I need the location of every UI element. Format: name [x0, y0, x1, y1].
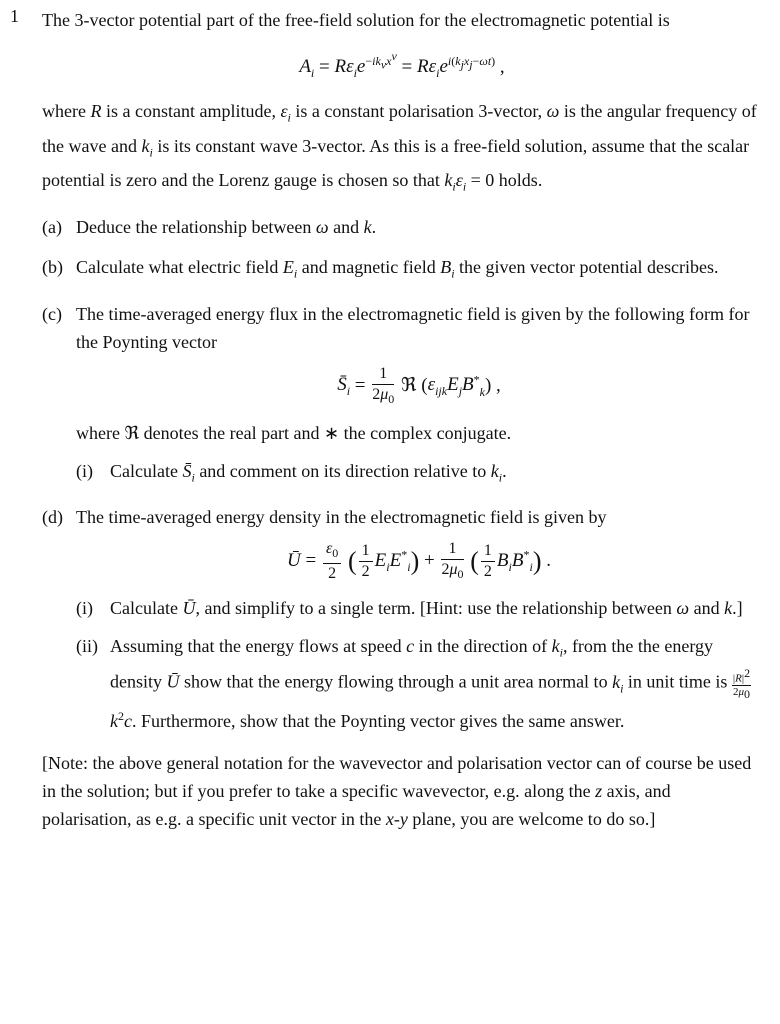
definitions-text: where R is a constant amplitude, $\varepsilon_i$ is a constant polarisation 3-vector, ω is the angular frequency of the wave and $k_i$ is its constant wave 3-vector. As this is a free-field solution, assume that the scalar potential is zero and the Lorenz gauge is chosen so that $k_i\varepsilon_i = 0$ holds.: [42, 101, 757, 194]
equation-energy-density: Ū = $\frac{\varepsilon_0}{2}$ ( $\frac{1}{2}$ $E_iE^*_i$) + $\frac{1}{2\mu_0}$ ( $\frac{1}{2}$ $B_iB^*_i$) .: [286, 540, 551, 583]
part-d-i: [76, 594, 762, 622]
equation-vector-potential: $A_i = R\varepsilon_ie^{-ik_\nu x^\nu} = R\varepsilon_ie^{i(k_jx_j-\omega t)}$ ,: [299, 49, 505, 81]
part-d-text: The time-averaged energy density in the electromagnetic field is given by: [76, 507, 607, 528]
part-b-text: Calculate what electric field $E_i$ and magnetic field $B_i$ the given vector potential describes.: [76, 256, 719, 281]
part-c-i-label: (i): [76, 460, 93, 481]
part-b: [42, 253, 762, 288]
part-a: [42, 213, 762, 241]
question-number: 1: [10, 6, 19, 26]
equation-poynting: $S̄_i$ = $\frac{1}{2\mu_0}$ ℜ $(\varepsilon_{ijk}E_jB^*_k)$ ,: [337, 364, 501, 406]
part-c-i-text: Calculate $S̄_i$ and comment on its direction relative to $k_i$.: [110, 460, 507, 485]
part-b-label: (b): [42, 256, 63, 277]
part-a-text: Deduce the relationship between ω and k.: [76, 216, 377, 237]
problem-body: [42, 6, 762, 833]
intro-text: The 3-vector potential part of the free-field solution for the electromagnetic potential is: [42, 10, 670, 30]
part-c-after-eq: where ℜ denotes the real part and ∗ the complex conjugate.: [76, 422, 512, 443]
part-d-label: (d): [42, 507, 63, 528]
part-d-i-text: Calculate Ū, and simplify to a single term. [Hint: use the relationship between ω and k.]: [110, 598, 743, 619]
part-c-text: The time-averaged energy flux in the electromagnetic field is given by the following form for the Poynting vector: [76, 303, 750, 352]
part-d-ii-label: (ii): [76, 636, 98, 657]
part-d: [42, 503, 762, 735]
part-d-i-label: (i): [76, 598, 93, 619]
part-c: [42, 300, 762, 492]
note-text: [Note: the above general notation for the wavevector and polarisation vector can of course be used in the solution; but if you prefer to take a specific wavevector, e.g. along the z axis, and polarisation, as e.g. a specific unit vector in the x-y plane, you are welcome to do so.]: [42, 753, 752, 830]
part-c-i: [76, 457, 762, 492]
part-d-ii-text: Assuming that the energy flows at speed c in the direction of $k_i$, from the the energy density Ū show that the energy flowing through a unit area normal to $k_i$ in unit time is $\frac{|R|^2}{2\mu_0}$ $k^2c$. Furthermore, show that the Poynting vector gives the same answer.: [110, 636, 751, 732]
part-a-label: (a): [42, 216, 62, 237]
part-d-ii: [76, 632, 762, 735]
part-c-label: (c): [42, 303, 62, 324]
